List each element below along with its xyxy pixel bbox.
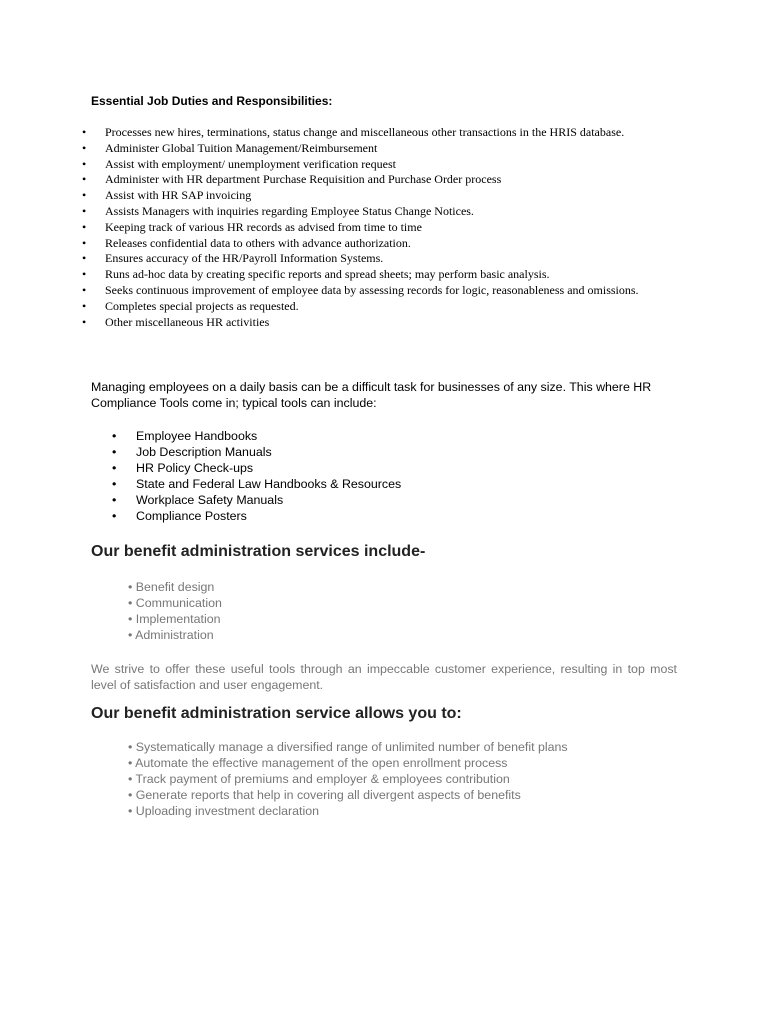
list-item-text: State and Federal Law Handbooks & Resources [136,476,402,491]
list-item [112,477,401,493]
list-item [80,125,639,141]
list-item [80,204,639,220]
list-item-text: Administer with HR department Purchase Requisition and Purchase Order process [105,172,502,187]
bullet-icon: • [82,140,87,155]
service-allows-heading: Our benefit administration service allows you to: [91,705,462,722]
list-item: • Benefit design [128,580,215,594]
list-item: • Communication [128,595,222,610]
list-item-text: Processes new hires, terminations, status change and miscellaneous other transactions in the HRIS database. [105,125,625,139]
bullet-icon: • [82,267,87,282]
list-item-text: Compliance Posters [136,508,247,523]
list-item-text: Assist with employment/ unemployment verification request [105,156,396,171]
list-item [80,236,639,252]
strive-paragraph: We strive to offer these useful tools through an impeccable customer experience, resulting in top most level of satisfaction and user engagement. [91,662,677,692]
bullet-icon: • [112,429,117,443]
bullet-icon: • [82,235,87,250]
list-item [80,283,639,299]
list-item: • Track payment of premiums and employer & employees contribution [128,771,510,786]
list-item-text: Assists Managers with inquiries regarding Employee Status Change Notices. [105,203,474,218]
compliance-tools-list [112,429,401,524]
bullet-icon: • [112,460,117,475]
bullet-icon: • [112,492,117,507]
services-include-list [128,580,222,644]
list-item-text: HR Policy Check-ups [136,460,254,475]
list-item: • Generate reports that help in covering all divergent aspects of benefits [128,787,521,802]
list-item [80,251,639,267]
list-item [80,315,639,331]
list-item [80,299,639,315]
list-item [112,461,401,477]
bullet-icon: • [112,444,117,459]
job-duties-list [80,125,639,330]
job-duties-heading: Essential Job Duties and Responsibilities: [91,94,333,108]
list-item-text: Job Description Manuals [136,444,272,459]
bullet-icon: • [82,251,87,266]
bullet-icon: • [82,188,87,203]
list-item: • Implementation [128,611,221,626]
list-item-text: Workplace Safety Manuals [136,492,284,507]
list-item [80,141,639,157]
bullet-icon: • [82,314,87,329]
list-item-text: Keeping track of various HR records as advised from time to time [105,219,422,234]
list-item [112,445,401,461]
list-item: • Systematically manage a diversified range of unlimited number of benefit plans [128,740,568,754]
list-item: • Uploading investment declaration [128,803,319,818]
list-item-text: Completes special projects as requested. [105,298,299,313]
list-item [80,157,639,173]
bullet-icon: • [82,172,87,187]
list-item [112,509,401,525]
list-item-text: Employee Handbooks [136,429,258,443]
bullet-icon: • [112,476,117,491]
bullet-icon: • [82,156,87,171]
list-item [80,267,639,283]
list-item [112,429,401,445]
list-item-text: Seeks continuous improvement of employee data by assessing records for logic, reasonableness and omissions. [105,282,639,297]
bullet-icon: • [82,219,87,234]
bullet-icon: • [82,298,87,313]
list-item-text: Administer Global Tuition Management/Reimbursement [105,140,378,155]
list-item-text: Assist with HR SAP invoicing [105,188,252,203]
compliance-tools-paragraph: Managing employees on a daily basis can be a difficult task for businesses of any size. This where HR Compliance Tools come in; typical tools can include: [91,380,652,410]
list-item [112,493,401,509]
bullet-icon: • [82,203,87,218]
list-item-text: Releases confidential data to others with advance authorization. [105,235,411,250]
services-include-heading: Our benefit administration services include- [91,543,426,560]
list-item [80,172,639,188]
service-allows-list [128,740,568,820]
list-item-text: Other miscellaneous HR activities [105,314,270,329]
bullet-icon: • [82,125,87,139]
list-item [80,220,639,236]
list-item-text: Runs ad-hoc data by creating specific reports and spread sheets; may perform basic analysis. [105,267,550,282]
list-item-text: Ensures accuracy of the HR/Payroll Information Systems. [105,251,384,266]
bullet-icon: • [112,508,117,523]
bullet-icon: • [82,282,87,297]
list-item: • Administration [128,627,214,642]
list-item [80,188,639,204]
list-item: • Automate the effective management of the open enrollment process [128,755,508,770]
